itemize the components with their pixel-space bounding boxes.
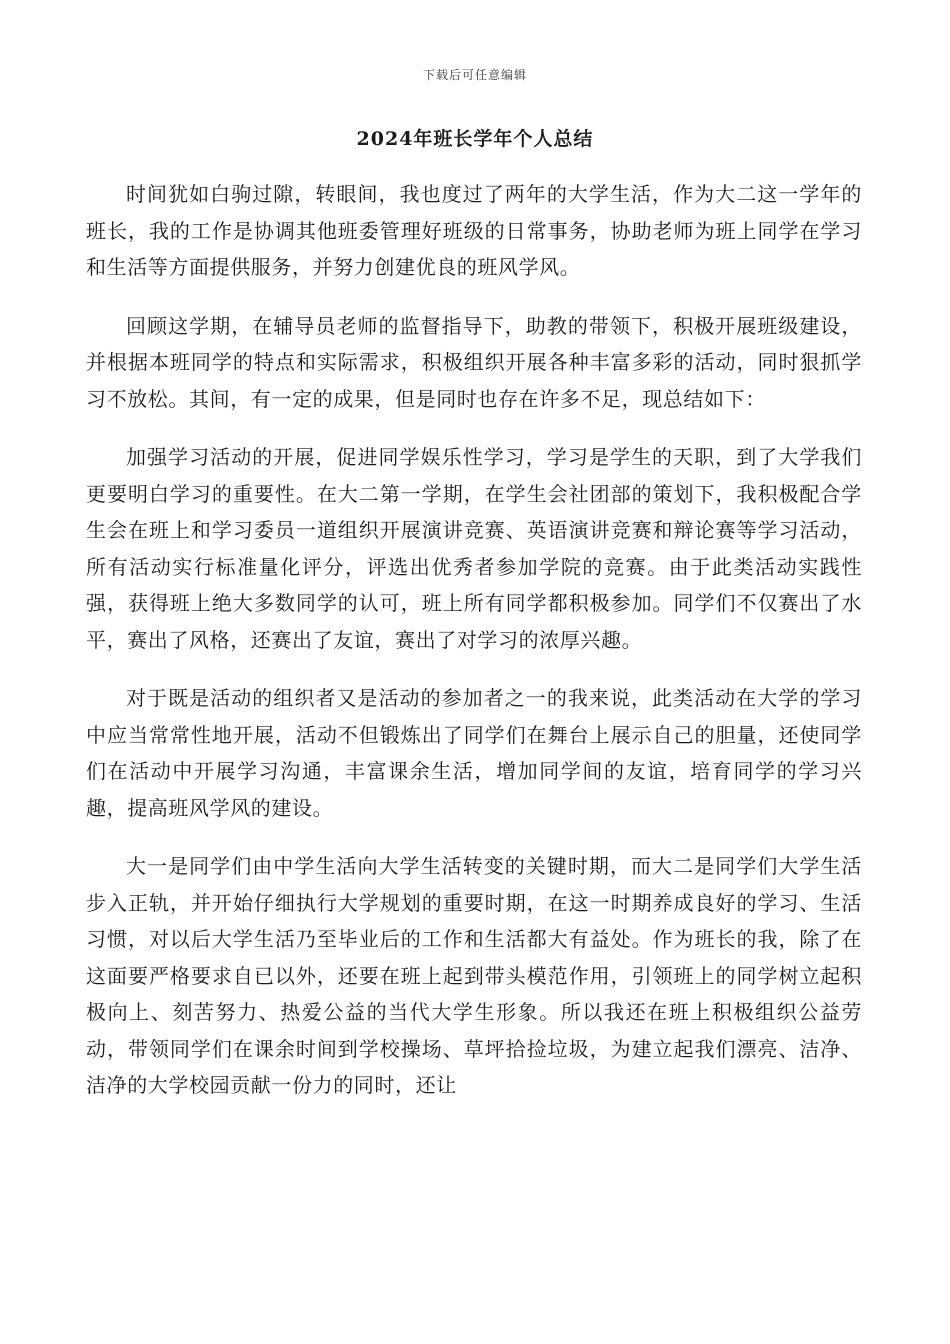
- document-body: [86, 176, 862, 1126]
- paragraph: 时间犹如白驹过隙，转眼间，我也度过了两年的大学生活，作为大二这一学年的班长，我的工作是协调其他班委管理好班级的日常事务，协助老师为班上同学在学习和生活等方面提供服务，并努力创建优良的班风学风。: [86, 182, 862, 279]
- paragraph: 回顾这学期，在辅导员老师的监督指导下，助教的带领下，积极开展班级建设，并根据本班同学的特点和实际需求，积极组织开展各种丰富多彩的活动，同时狠抓学习不放松。其间，有一定的成果，但是同时也存在许多不足，现总结如下：: [86, 313, 862, 411]
- header-note: 下载后可任意编辑: [422, 68, 527, 82]
- paragraph: 大一是同学们由中学生活向大学生活转变的关键时期，而大二是同学们大学生活步入正轨，并开始仔细执行大学规划的重要时期，在这一时期养成良好的学习、生活习惯，对以后大学生活乃至毕业后的工作和生活都大有益处。作为班长的我，除了在这面要严格要求自已以外，还要在班上起到带头模范作用，引领班上的同学树立起积极向上、刻苦努力、热爱公益的当代大学生形象。所以我还在班上积极组织公益劳动，带领同学们在课余时间到学校操场、草坪拾捡垃圾，为建立起我们漂亮、洁净、洁净的大学校园贡献一份力的同时，还让: [86, 854, 862, 1097]
- paragraph: 对于既是活动的组织者又是活动的参加者之一的我来说，此类活动在大学的学习中应当常常性地开展，活动不但锻炼出了同学们在舞台上展示自己的胆量，还使同学们在活动中开展学习沟通，丰富课余生活，增加同学间的友谊，培育同学的学习兴趣，提高班风学风的建设。: [86, 686, 862, 820]
- paragraph: 加强学习活动的开展，促进同学娱乐性学习，学习是学生的天职，到了大学我们更要明白学习的重要性。在大二第一学期，在学生会社团部的策划下，我积极配合学生会在班上和学习委员一道组织开展演讲竞赛、英语演讲竞赛和辩论赛等学习活动，所有活动实行标准量化评分，评选出优秀者参加学院的竞赛。由于此类活动实践性强，获得班上绝大多数同学的认可，班上所有同学都积极参加。同学们不仅赛出了水平，赛出了风格，还赛出了友谊，赛出了对学习的浓厚兴趣。: [86, 445, 862, 652]
- document-title: 2024年班长学年个人总结: [356, 128, 594, 150]
